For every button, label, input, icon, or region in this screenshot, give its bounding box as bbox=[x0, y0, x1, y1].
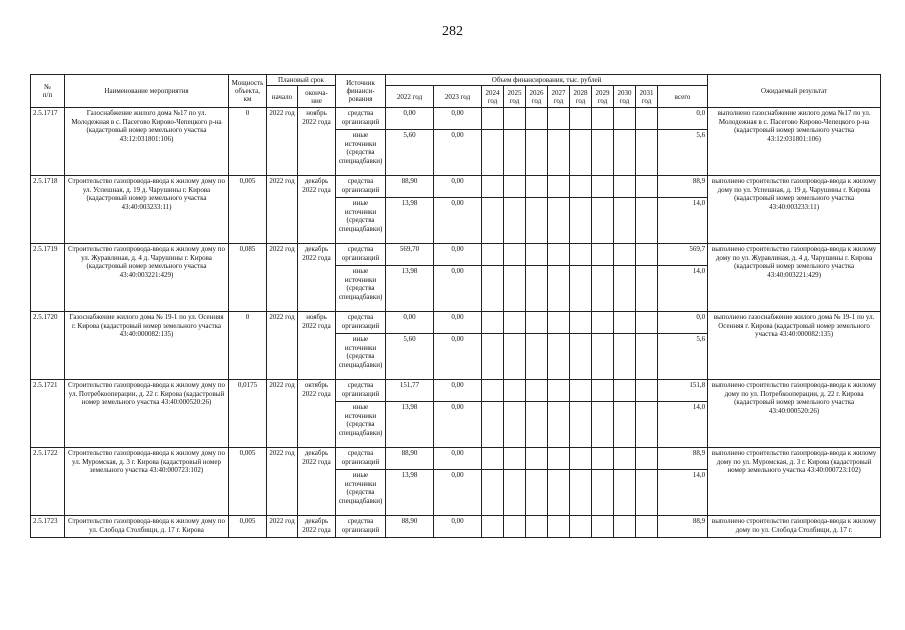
row-number: 2.5.1720 bbox=[31, 312, 65, 380]
empty-year-cell bbox=[482, 176, 504, 198]
header-year-2031: 2031 год bbox=[636, 86, 658, 108]
empty-year-cell bbox=[614, 130, 636, 176]
empty-year-cell bbox=[526, 516, 548, 538]
header-year-2027: 2027 год bbox=[548, 86, 570, 108]
row-org-total: 569,7 bbox=[658, 244, 708, 266]
row-other-total: 14,0 bbox=[658, 470, 708, 516]
table-row bbox=[31, 312, 881, 334]
empty-year-cell bbox=[614, 244, 636, 266]
empty-year-cell bbox=[504, 402, 526, 448]
row-start: 2022 год bbox=[267, 108, 298, 176]
row-other-total: 5,6 bbox=[658, 130, 708, 176]
header-end: оконча- ние bbox=[298, 86, 336, 108]
empty-year-cell bbox=[548, 334, 570, 380]
row-source-org: средства организаций bbox=[336, 176, 386, 198]
empty-year-cell bbox=[526, 176, 548, 198]
empty-year-cell bbox=[636, 334, 658, 380]
financing-table bbox=[30, 74, 881, 538]
empty-year-cell bbox=[614, 402, 636, 448]
empty-year-cell bbox=[482, 402, 504, 448]
table-row bbox=[31, 516, 881, 538]
row-number: 2.5.1719 bbox=[31, 244, 65, 312]
row-result: выполнено строительство газопровода-ввода к жилому дому по ул. Муромская, д. 3 г. Кирова (кадастровый номер земельного участка 43:40:000723:102) bbox=[708, 448, 881, 516]
row-name: Строительство газопровода-ввода к жилому дому по ул. Муромская, д. 3 г. Кирова (кадастровый номер земельного участка 43:40:000723:102) bbox=[65, 448, 229, 516]
row-other-2023: 0,00 bbox=[434, 198, 482, 244]
empty-year-cell bbox=[570, 334, 592, 380]
empty-year-cell bbox=[548, 176, 570, 198]
empty-year-cell bbox=[614, 108, 636, 130]
header-year-2028: 2028 год bbox=[570, 86, 592, 108]
row-org-total: 151,8 bbox=[658, 380, 708, 402]
empty-year-cell bbox=[570, 402, 592, 448]
empty-year-cell bbox=[504, 380, 526, 402]
empty-year-cell bbox=[504, 266, 526, 312]
row-end: ноябрь 2022 года bbox=[298, 312, 336, 380]
row-source-other: иные источники (средства спецнадбавки) bbox=[336, 470, 386, 516]
empty-year-cell bbox=[570, 266, 592, 312]
empty-year-cell bbox=[636, 470, 658, 516]
row-start: 2022 год bbox=[267, 448, 298, 516]
row-other-2022: 13,98 bbox=[386, 266, 434, 312]
row-end: ноябрь 2022 года bbox=[298, 108, 336, 176]
header-name: Наименование мероприятия bbox=[65, 75, 229, 108]
row-start: 2022 год bbox=[267, 312, 298, 380]
row-other-total: 14,0 bbox=[658, 198, 708, 244]
empty-year-cell bbox=[504, 176, 526, 198]
row-other-2022: 13,98 bbox=[386, 402, 434, 448]
row-org-total: 0,0 bbox=[658, 108, 708, 130]
row-other-2023: 0,00 bbox=[434, 130, 482, 176]
row-org-2022: 0,00 bbox=[386, 312, 434, 334]
row-result: выполнено строительство газопровода-ввода к жилому дому по ул. Слобода Столбищи, д. 17 г. bbox=[708, 516, 881, 538]
empty-year-cell bbox=[548, 312, 570, 334]
empty-year-cell bbox=[482, 108, 504, 130]
row-name: Строительство газопровода-ввода к жилому дому по ул. Журавлиная, д. 4 д. Чарушины г. Кирова (кадастровый номер земельного участка 43:40:003221:429) bbox=[65, 244, 229, 312]
row-org-2023: 0,00 bbox=[434, 244, 482, 266]
empty-year-cell bbox=[482, 334, 504, 380]
header-result: Ожидаемый результат bbox=[708, 75, 881, 108]
row-org-2023: 0,00 bbox=[434, 448, 482, 470]
row-source-other: иные источники (средства спецнадбавки) bbox=[336, 198, 386, 244]
row-other-2022: 5,60 bbox=[386, 334, 434, 380]
empty-year-cell bbox=[636, 266, 658, 312]
empty-year-cell bbox=[614, 176, 636, 198]
empty-year-cell bbox=[570, 176, 592, 198]
empty-year-cell bbox=[636, 402, 658, 448]
empty-year-cell bbox=[504, 198, 526, 244]
row-org-2022: 569,70 bbox=[386, 244, 434, 266]
row-org-2022: 88,90 bbox=[386, 516, 434, 538]
empty-year-cell bbox=[526, 470, 548, 516]
row-org-2022: 88,90 bbox=[386, 448, 434, 470]
row-other-total: 5,6 bbox=[658, 334, 708, 380]
empty-year-cell bbox=[636, 448, 658, 470]
header-year-2024: 2024 год bbox=[482, 86, 504, 108]
empty-year-cell bbox=[548, 108, 570, 130]
header-plan: Плановый срок bbox=[267, 75, 336, 86]
header-source: Источник финанси- рования bbox=[336, 75, 386, 108]
header-year-2029: 2029 год bbox=[592, 86, 614, 108]
row-power: 0,005 bbox=[229, 516, 267, 538]
row-org-total: 88,9 bbox=[658, 448, 708, 470]
empty-year-cell bbox=[548, 130, 570, 176]
empty-year-cell bbox=[570, 244, 592, 266]
empty-year-cell bbox=[570, 380, 592, 402]
row-name: Строительство газопровода-ввода к жилому дому по ул. Слобода Столбищи, д. 17 г. Кирова bbox=[65, 516, 229, 538]
row-end: декабрь 2022 года bbox=[298, 448, 336, 516]
empty-year-cell bbox=[526, 312, 548, 334]
empty-year-cell bbox=[548, 448, 570, 470]
row-other-2023: 0,00 bbox=[434, 334, 482, 380]
row-result: выполнено газоснабжение жилого дома № 19-1 по ул. Осенняя г. Кирова (кадастровый номер земельного участка 43:40:000082:135) bbox=[708, 312, 881, 380]
empty-year-cell bbox=[548, 266, 570, 312]
empty-year-cell bbox=[636, 516, 658, 538]
row-power: 0 bbox=[229, 108, 267, 176]
empty-year-cell bbox=[592, 402, 614, 448]
row-number: 2.5.1721 bbox=[31, 380, 65, 448]
row-name: Строительство газопровода-ввода к жилому дому по ул. Успешная, д. 19 д. Чарушины г. Кирова (кадастровый номер земельного участка 43:40:003233:11) bbox=[65, 176, 229, 244]
empty-year-cell bbox=[504, 130, 526, 176]
page-number: 282 bbox=[442, 24, 463, 39]
empty-year-cell bbox=[548, 516, 570, 538]
empty-year-cell bbox=[570, 198, 592, 244]
row-result: выполнено строительство газопровода-ввода к жилому дому по ул. Журавлиная, д. 4 д. Чарушины г. Кирова (кадастровый номер земельного участка 43:40:003221:429) bbox=[708, 244, 881, 312]
row-power: 0,085 bbox=[229, 244, 267, 312]
empty-year-cell bbox=[592, 334, 614, 380]
empty-year-cell bbox=[482, 266, 504, 312]
empty-year-cell bbox=[614, 334, 636, 380]
empty-year-cell bbox=[614, 312, 636, 334]
row-name: Газоснабжение жилого дома № 19-1 по ул. Осенняя г. Кирова (кадастровый номер земельного участка 43:40:000082:135) bbox=[65, 312, 229, 380]
empty-year-cell bbox=[592, 470, 614, 516]
row-result: выполнено газоснабжение жилого дома №17 по ул. Молодежная в с. Пасегово Кирово-Чепецкого р-на (кадастровый номер земельного участка 43:12:031801:106) bbox=[708, 108, 881, 176]
row-other-2023: 0,00 bbox=[434, 470, 482, 516]
row-other-2023: 0,00 bbox=[434, 266, 482, 312]
row-name: Газоснабжение жилого дома №17 по ул. Молодежная в с. Пасегово Кирово-Чепецкого р-на (кадастровый номер земельного участка 43:12:031801:106) bbox=[65, 108, 229, 176]
header-num: № п/п bbox=[31, 75, 65, 108]
row-org-2022: 151,77 bbox=[386, 380, 434, 402]
empty-year-cell bbox=[526, 448, 548, 470]
empty-year-cell bbox=[526, 334, 548, 380]
row-power: 0,0175 bbox=[229, 380, 267, 448]
empty-year-cell bbox=[592, 380, 614, 402]
empty-year-cell bbox=[614, 198, 636, 244]
row-other-total: 14,0 bbox=[658, 402, 708, 448]
row-org-2022: 88,90 bbox=[386, 176, 434, 198]
empty-year-cell bbox=[636, 244, 658, 266]
row-org-2023: 0,00 bbox=[434, 312, 482, 334]
row-source-org: средства организаций bbox=[336, 516, 386, 538]
row-other-2022: 5,60 bbox=[386, 130, 434, 176]
empty-year-cell bbox=[614, 448, 636, 470]
empty-year-cell bbox=[504, 108, 526, 130]
empty-year-cell bbox=[614, 266, 636, 312]
table-row bbox=[31, 448, 881, 470]
row-org-2023: 0,00 bbox=[434, 516, 482, 538]
header-total: всего bbox=[658, 86, 708, 108]
empty-year-cell bbox=[504, 516, 526, 538]
empty-year-cell bbox=[636, 130, 658, 176]
row-org-2022: 0,00 bbox=[386, 108, 434, 130]
empty-year-cell bbox=[504, 244, 526, 266]
row-source-org: средства организаций bbox=[336, 108, 386, 130]
row-org-2023: 0,00 bbox=[434, 380, 482, 402]
row-end: декабрь 2022 года bbox=[298, 244, 336, 312]
empty-year-cell bbox=[482, 198, 504, 244]
empty-year-cell bbox=[526, 198, 548, 244]
empty-year-cell bbox=[636, 312, 658, 334]
row-power: 0 bbox=[229, 312, 267, 380]
row-start: 2022 год bbox=[267, 516, 298, 538]
table-header bbox=[31, 75, 881, 108]
row-result: выполнено строительство газопровода-ввода к жилому дому по ул. Успешная, д. 19 д. Чарушины г. Кирова (кадастровый номер земельного участка 43:40:003233:11) bbox=[708, 176, 881, 244]
empty-year-cell bbox=[570, 470, 592, 516]
empty-year-cell bbox=[570, 516, 592, 538]
table-row bbox=[31, 380, 881, 402]
empty-year-cell bbox=[482, 448, 504, 470]
row-source-other: иные источники (средства спецнадбавки) bbox=[336, 334, 386, 380]
empty-year-cell bbox=[548, 402, 570, 448]
empty-year-cell bbox=[504, 448, 526, 470]
header-year-2025: 2025 год bbox=[504, 86, 526, 108]
empty-year-cell bbox=[526, 244, 548, 266]
empty-year-cell bbox=[482, 380, 504, 402]
empty-year-cell bbox=[636, 380, 658, 402]
row-power: 0,005 bbox=[229, 448, 267, 516]
empty-year-cell bbox=[504, 334, 526, 380]
row-number: 2.5.1723 bbox=[31, 516, 65, 538]
header-year-2030: 2030 год bbox=[614, 86, 636, 108]
header-year-2022: 2022 год bbox=[386, 86, 434, 108]
empty-year-cell bbox=[592, 516, 614, 538]
row-end: декабрь 2022 года bbox=[298, 176, 336, 244]
row-org-total: 88,9 bbox=[658, 516, 708, 538]
row-start: 2022 год bbox=[267, 244, 298, 312]
row-start: 2022 год bbox=[267, 176, 298, 244]
empty-year-cell bbox=[592, 312, 614, 334]
header-volume: Объем финансирования, тыс. рублей bbox=[386, 75, 708, 86]
empty-year-cell bbox=[614, 470, 636, 516]
empty-year-cell bbox=[482, 244, 504, 266]
empty-year-cell bbox=[636, 198, 658, 244]
header-power: Мощность объекта, км bbox=[229, 75, 267, 108]
row-org-total: 0,0 bbox=[658, 312, 708, 334]
empty-year-cell bbox=[636, 176, 658, 198]
table-row bbox=[31, 176, 881, 198]
row-source-org: средства организаций bbox=[336, 244, 386, 266]
row-number: 2.5.1722 bbox=[31, 448, 65, 516]
row-name: Строительство газопровода-ввода к жилому дому по ул. Потребкооперации, д. 22 г. Кирова (кадастровый номер земельного участка 43:40:000520:26) bbox=[65, 380, 229, 448]
empty-year-cell bbox=[548, 470, 570, 516]
header-start: начало bbox=[267, 86, 298, 108]
empty-year-cell bbox=[526, 130, 548, 176]
header-year-2026: 2026 год bbox=[526, 86, 548, 108]
row-other-total: 14,0 bbox=[658, 266, 708, 312]
empty-year-cell bbox=[570, 108, 592, 130]
empty-year-cell bbox=[526, 108, 548, 130]
empty-year-cell bbox=[592, 176, 614, 198]
empty-year-cell bbox=[526, 402, 548, 448]
row-source-other: иные источники (средства спецнадбавки) bbox=[336, 130, 386, 176]
row-org-2023: 0,00 bbox=[434, 176, 482, 198]
row-other-2022: 13,98 bbox=[386, 198, 434, 244]
row-source-other: иные источники (средства спецнадбавки) bbox=[336, 402, 386, 448]
empty-year-cell bbox=[592, 130, 614, 176]
empty-year-cell bbox=[636, 108, 658, 130]
empty-year-cell bbox=[504, 312, 526, 334]
empty-year-cell bbox=[504, 470, 526, 516]
empty-year-cell bbox=[570, 312, 592, 334]
empty-year-cell bbox=[548, 380, 570, 402]
empty-year-cell bbox=[548, 198, 570, 244]
row-end: декабрь 2022 года bbox=[298, 516, 336, 538]
row-power: 0,005 bbox=[229, 176, 267, 244]
row-org-total: 88,9 bbox=[658, 176, 708, 198]
empty-year-cell bbox=[482, 312, 504, 334]
empty-year-cell bbox=[614, 380, 636, 402]
table-row bbox=[31, 108, 881, 130]
row-number: 2.5.1718 bbox=[31, 176, 65, 244]
table-row bbox=[31, 244, 881, 266]
empty-year-cell bbox=[592, 108, 614, 130]
empty-year-cell bbox=[548, 244, 570, 266]
empty-year-cell bbox=[592, 198, 614, 244]
empty-year-cell bbox=[570, 130, 592, 176]
row-other-2022: 13,98 bbox=[386, 470, 434, 516]
table-body bbox=[31, 108, 881, 538]
empty-year-cell bbox=[482, 516, 504, 538]
row-end: октябрь 2022 года bbox=[298, 380, 336, 448]
header-year-2023: 2023 год bbox=[434, 86, 482, 108]
empty-year-cell bbox=[592, 244, 614, 266]
empty-year-cell bbox=[570, 448, 592, 470]
empty-year-cell bbox=[592, 448, 614, 470]
empty-year-cell bbox=[482, 470, 504, 516]
empty-year-cell bbox=[526, 380, 548, 402]
empty-year-cell bbox=[592, 266, 614, 312]
row-source-org: средства организаций bbox=[336, 312, 386, 334]
row-other-2023: 0,00 bbox=[434, 402, 482, 448]
row-number: 2.5.1717 bbox=[31, 108, 65, 176]
row-start: 2022 год bbox=[267, 380, 298, 448]
row-result: выполнено строительство газопровода-ввода к жилому дому по ул. Потребкооперации, д. 22 г. Кирова (кадастровый номер земельного участка 43:40:000520:26) bbox=[708, 380, 881, 448]
empty-year-cell bbox=[526, 266, 548, 312]
empty-year-cell bbox=[614, 516, 636, 538]
empty-year-cell bbox=[482, 130, 504, 176]
row-source-org: средства организаций bbox=[336, 380, 386, 402]
row-org-2023: 0,00 bbox=[434, 108, 482, 130]
row-source-other: иные источники (средства спецнадбавки) bbox=[336, 266, 386, 312]
row-source-org: средства организаций bbox=[336, 448, 386, 470]
